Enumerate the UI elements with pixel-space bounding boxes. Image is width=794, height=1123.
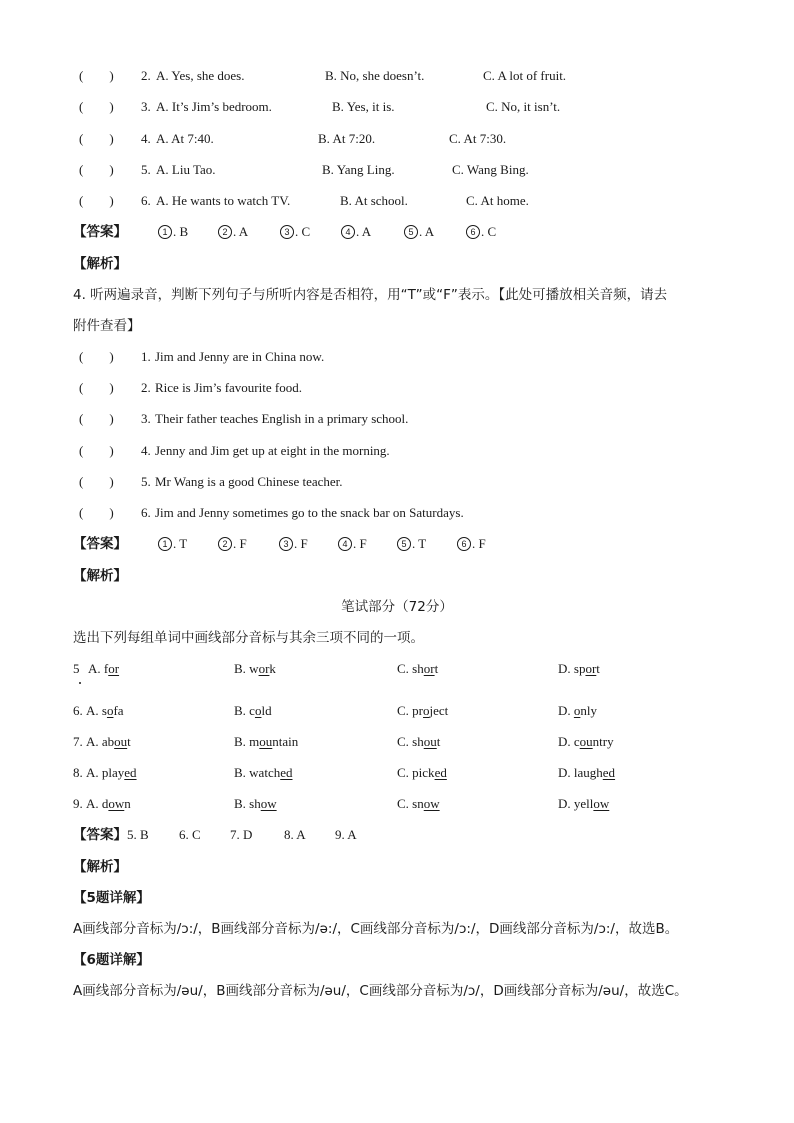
answer-item: 9. A bbox=[335, 827, 357, 842]
phonics-row bbox=[0, 658, 794, 680]
option-c: C. snow bbox=[397, 796, 440, 811]
question-row bbox=[0, 346, 794, 368]
answer-item: 1 . B bbox=[158, 221, 188, 243]
question-row bbox=[0, 96, 794, 118]
question-row bbox=[0, 190, 794, 212]
phonics-row bbox=[0, 700, 794, 722]
statement: Their father teaches English in a primary school. bbox=[155, 411, 409, 426]
answer-blank[interactable]: ( ) bbox=[79, 349, 114, 364]
answer-label: 【答案】 bbox=[73, 224, 127, 240]
option-b: B. At school. bbox=[340, 193, 408, 208]
section-heading bbox=[0, 596, 794, 618]
analysis-row bbox=[0, 253, 794, 275]
answer-item: 3 . C bbox=[280, 221, 310, 243]
question-row bbox=[0, 128, 794, 150]
option-a: A. He wants to watch TV. bbox=[156, 193, 291, 208]
answer-blank[interactable]: ( ) bbox=[79, 443, 114, 458]
answer-row bbox=[0, 221, 794, 243]
question-number: 5. bbox=[141, 162, 151, 177]
phonics-row bbox=[0, 793, 794, 815]
question-number: 3. bbox=[141, 411, 151, 426]
analysis-label: 【解析】 bbox=[73, 859, 127, 875]
option-a: A. At 7:40. bbox=[156, 131, 214, 146]
option-b: B. show bbox=[234, 796, 277, 811]
statement: Jenny and Jim get up at eight in the morning. bbox=[155, 443, 390, 458]
question-number: 6. bbox=[141, 193, 151, 208]
answer-item: 1 . T bbox=[158, 533, 187, 555]
analysis-label: 【解析】 bbox=[73, 256, 127, 272]
detail-heading bbox=[0, 887, 794, 909]
question-number: 4. bbox=[141, 443, 151, 458]
detail-heading bbox=[0, 949, 794, 971]
question-number: 2. bbox=[141, 380, 151, 395]
answer-item: 2 . A bbox=[218, 221, 248, 243]
option-b: B. No, she doesn’t. bbox=[325, 68, 425, 83]
option-d: D. only bbox=[558, 703, 598, 718]
answer-blank[interactable]: ( ) bbox=[79, 193, 114, 208]
answer-label: 【答案】 bbox=[73, 827, 127, 843]
statement: Rice is Jim’s favourite food. bbox=[155, 380, 302, 395]
answer-item: 7. D bbox=[230, 827, 253, 842]
option-d: D. country bbox=[558, 734, 614, 749]
answer-item: 4 . A bbox=[341, 221, 371, 243]
answer-item: 6. C bbox=[179, 827, 201, 842]
option-c: C. No, it isn’t. bbox=[486, 99, 561, 114]
section-instruction: 选出下列每组单词中画线部分音标与其余三项不同的一项。 bbox=[73, 630, 424, 646]
option-b: B. mountain bbox=[234, 734, 299, 749]
statement: Mr Wang is a good Chinese teacher. bbox=[155, 474, 343, 489]
analysis-row bbox=[0, 565, 794, 587]
option-c: C. picked bbox=[397, 765, 447, 780]
detail6-label: 【6题详解】 bbox=[73, 952, 150, 968]
option-a: A. Yes, she does. bbox=[156, 68, 245, 83]
analysis-row bbox=[0, 856, 794, 878]
question-row bbox=[0, 440, 794, 462]
option-a: A. Liu Tao. bbox=[156, 162, 216, 177]
option-c: C. At 7:30. bbox=[449, 131, 507, 146]
answer-blank[interactable]: ( ) bbox=[79, 68, 114, 83]
question-number: 1. bbox=[141, 349, 151, 364]
option-a: A. down bbox=[86, 796, 131, 811]
option-a: A. sofa bbox=[86, 703, 124, 718]
question-number: 2. bbox=[141, 68, 151, 83]
option-c: C. Wang Bing. bbox=[452, 162, 529, 177]
question-number: 5 bbox=[73, 661, 80, 676]
answer-blank[interactable]: ( ) bbox=[79, 474, 114, 489]
option-d: D. yellow bbox=[558, 796, 610, 811]
statement: Jim and Jenny are in China now. bbox=[155, 349, 325, 364]
answer-item: 5. B bbox=[127, 827, 149, 842]
option-c: C. At home. bbox=[466, 193, 529, 208]
option-b: B. cold bbox=[234, 703, 272, 718]
answer-blank[interactable]: ( ) bbox=[79, 162, 114, 177]
detail-text bbox=[0, 918, 794, 940]
option-a: A. about bbox=[86, 734, 131, 749]
option-d: D. laughed bbox=[558, 765, 616, 780]
question-row bbox=[0, 408, 794, 430]
question-row bbox=[0, 377, 794, 399]
question-number: 9. bbox=[73, 796, 83, 811]
option-c: C. shout bbox=[397, 734, 441, 749]
anchor-dot bbox=[79, 682, 81, 684]
option-b: B. work bbox=[234, 661, 276, 676]
answer-row bbox=[0, 824, 794, 846]
answer-item: 5 . T bbox=[397, 533, 426, 555]
question-number: 7. bbox=[73, 734, 83, 749]
detail-text bbox=[0, 980, 794, 1002]
question-row bbox=[0, 502, 794, 524]
option-c: C. project bbox=[397, 703, 449, 718]
phonics-row bbox=[0, 762, 794, 784]
answer-blank[interactable]: ( ) bbox=[79, 99, 114, 114]
answer-label: 【答案】 bbox=[73, 536, 127, 552]
answer-blank[interactable]: ( ) bbox=[79, 411, 114, 426]
answer-blank[interactable]: ( ) bbox=[79, 380, 114, 395]
answer-blank[interactable]: ( ) bbox=[79, 505, 114, 520]
statement: Jim and Jenny sometimes go to the snack bar on Saturdays. bbox=[155, 505, 464, 520]
option-d: D. sport bbox=[558, 661, 600, 676]
question-number: 8. bbox=[73, 765, 83, 780]
section-instruction: 4. 听两遍录音，判断下列句子与所听内容是否相符，用“T”或“F”表示。【此处可播放相关音频，请去 bbox=[73, 287, 668, 303]
question-number: 4. bbox=[141, 131, 151, 146]
written-heading: 笔试部分（72分） bbox=[341, 599, 453, 615]
answer-item: 2 . F bbox=[218, 533, 247, 555]
answer-blank[interactable]: ( ) bbox=[79, 131, 114, 146]
question-row bbox=[0, 65, 794, 87]
analysis-label: 【解析】 bbox=[73, 568, 127, 584]
option-c: C. A lot of fruit. bbox=[483, 68, 567, 83]
option-a: A. for bbox=[88, 661, 120, 676]
answer-item: 4 . F bbox=[338, 533, 367, 555]
option-a: A. played bbox=[86, 765, 137, 780]
option-b: B. watched bbox=[234, 765, 293, 780]
section-instruction-cont: 附件查看】 bbox=[73, 318, 141, 334]
option-b: B. Yang Ling. bbox=[322, 162, 395, 177]
question-number: 5. bbox=[141, 474, 151, 489]
answer-item: 6 . C bbox=[466, 221, 496, 243]
detail5-label: 【5题详解】 bbox=[73, 890, 150, 906]
option-b: B. Yes, it is. bbox=[332, 99, 395, 114]
detail5-text: A画线部分音标为/ɔ:/，B画线部分音标为/ə:/，C画线部分音标为/ɔ:/，D画线部分音标为/ɔ:/，故选B。 bbox=[73, 921, 679, 937]
question-row bbox=[0, 471, 794, 493]
answer-item: 8. A bbox=[284, 827, 306, 842]
answer-row bbox=[0, 533, 794, 555]
question-number: 6. bbox=[141, 505, 151, 520]
answer-item: 3 . F bbox=[279, 533, 308, 555]
option-b: B. At 7:20. bbox=[318, 131, 376, 146]
answer-item: 6 . F bbox=[457, 533, 486, 555]
option-a: A. It’s Jim’s bedroom. bbox=[156, 99, 272, 114]
question-row bbox=[0, 159, 794, 181]
question-number: 3. bbox=[141, 99, 151, 114]
answer-item: 5 . A bbox=[404, 221, 434, 243]
question-number: 6. bbox=[73, 703, 83, 718]
option-c: C. short bbox=[397, 661, 439, 676]
detail6-text: A画线部分音标为/əu/，B画线部分音标为/əu/，C画线部分音标为/ɔ/，D画线部分音标为/əu/，故选C。 bbox=[73, 983, 688, 999]
phonics-row bbox=[0, 731, 794, 753]
